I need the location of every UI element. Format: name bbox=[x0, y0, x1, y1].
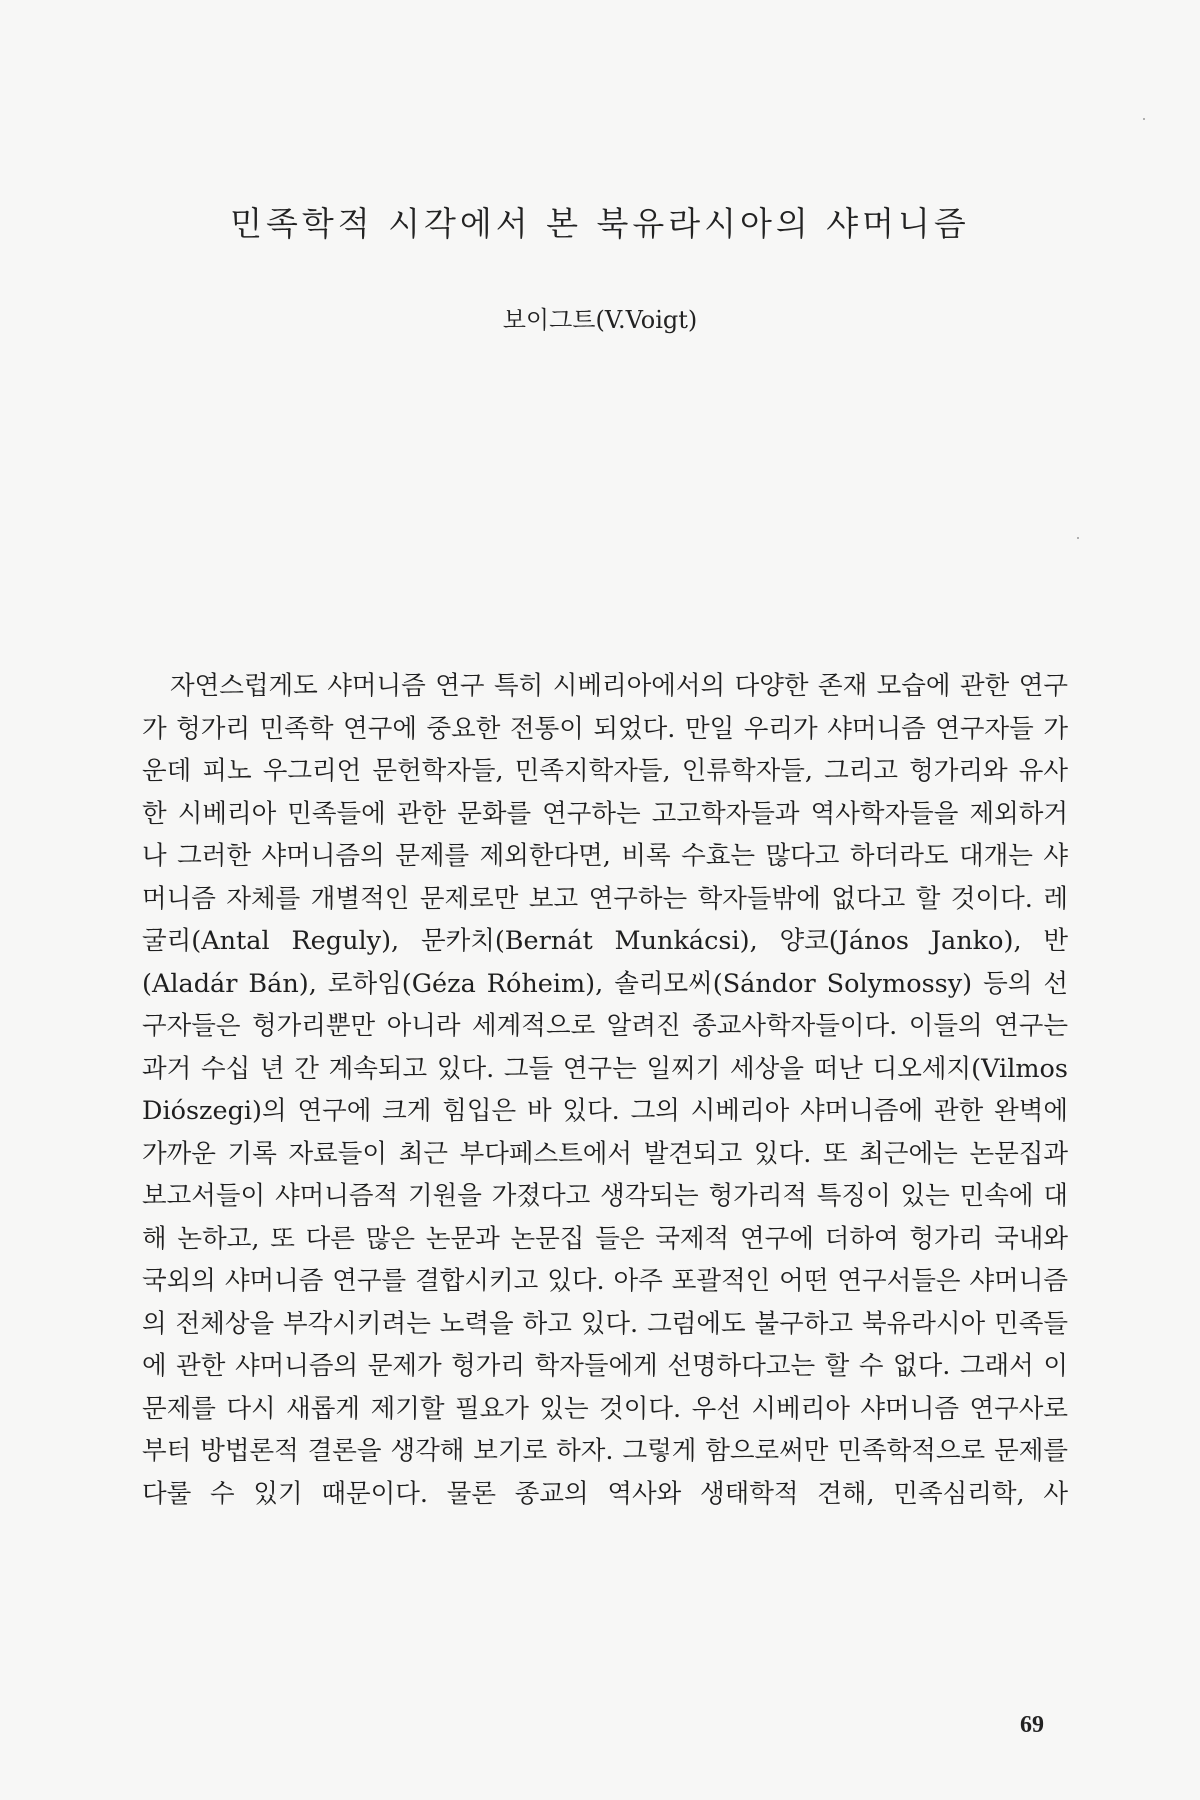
page-title: 민족학적 시각에서 본 북유라시아의 샤머니즘 bbox=[230, 204, 970, 243]
body-text bbox=[142, 665, 1068, 1515]
scan-speck bbox=[1077, 537, 1079, 539]
author-byline: 보이그트(V.Voigt) bbox=[502, 306, 698, 334]
page-number: 69 bbox=[1020, 1712, 1044, 1738]
scan-speck bbox=[1143, 118, 1145, 120]
body-paragraph: 자연스럽게도 샤머니즘 연구 특히 시베리아에서의 다양한 존재 모습에 관한 연구가 헝가리 민족학 연구에 중요한 전통이 되었다. 만일 우리가 샤머니즘 연구자들 가운데 피노 우그리언 문헌학자들, 민족지학자들, 인류학자들, 그리고 헝가리와 유사한 시베리아 민족들에 관한 문화를 연구하는 고고학자들과 역사학자들을 제외하거나 그러한 샤머니즘의 문제를 제외한다면, 비록 수효는 많다고 하더라도 대개는 샤머니즘 자체를 개별적인 문제로만 보고 연구하는 학자들밖에 없다고 할 것이다. 레굴리(Antal Reguly), 문카치(Bernát Munkácsi), 양코(János Janko), 반(Aladár Bán), 로하임(Géza Róheim), 솔리모씨(Sándor Solymossy) 등의 선구자들은 헝가리뿐만 아니라 세계적으로 알려진 종교사학자들이다. 이들의 연구는 과거 수십 년 간 계속되고 있다. 그들 연구는 일찌기 세상을 떠난 디오세지(Vilmos Diószegi)의 연구에 크게 힘입은 바 있다. 그의 시베리아 샤머니즘에 관한 완벽에 가까운 기록 자료들이 최근 부다페스트에서 발견되고 있다. 또 최근에는 논문집과 보고서들이 샤머니즘적 기원을 가졌다고 생각되는 헝가리적 특징이 있는 민속에 대해 논하고, 또 다른 많은 논문과 논문집 들은 국제적 연구에 더하여 헝가리 국내와 국외의 샤머니즘 연구를 결합시키고 있다. 아주 포괄적인 어떤 연구서들은 샤머니즘의 전체상을 부각시키려는 노력을 하고 있다. 그럼에도 불구하고 북유라시아 민족들에 관한 샤머니즘의 문제가 헝가리 학자들에게 선명하다고는 할 수 없다. 그래서 이 문제를 다시 새롭게 제기할 필요가 있는 것이다. 우선 시베리아 샤머니즘 연구사로부터 방법론적 결론을 생각해 보기로 하자. 그렇게 함으로써만 민족학적으로 문제를 다룰 수 있기 때문이다. 물론 종교의 역사와 생태학적 견해, 민족심리학, 사 bbox=[142, 671, 1068, 1509]
